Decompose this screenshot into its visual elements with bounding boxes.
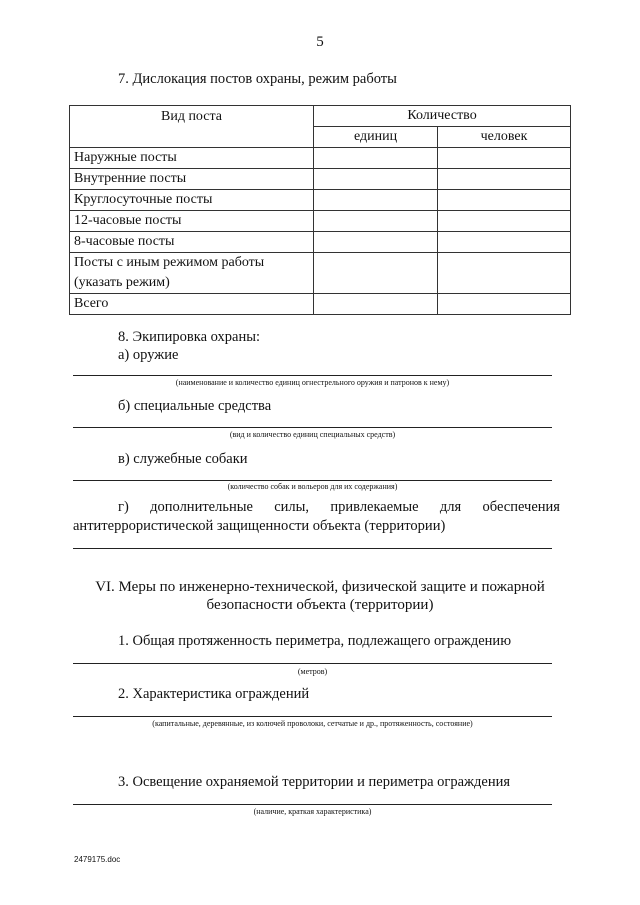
word: для — [439, 499, 462, 515]
special-means-caption: (вид и количество единиц специальных средств) — [229, 430, 396, 439]
row-label: 8-часовые посты — [70, 232, 314, 253]
section8-heading: 8. Экипировка охраны: — [118, 329, 260, 345]
special-means-fill-line[interactable] — [73, 427, 552, 428]
service-dogs-label: в) служебные собаки — [118, 451, 248, 467]
units-cell[interactable] — [314, 211, 438, 232]
section6-title-line2: безопасности объекта (территории) — [206, 597, 434, 613]
people-cell[interactable] — [438, 190, 571, 211]
header-quantity: Количество — [314, 106, 571, 127]
table-row — [70, 211, 571, 232]
document-filename: 2479175.doc — [74, 855, 121, 864]
additional-forces-line1 — [73, 499, 560, 516]
units-cell[interactable] — [314, 169, 438, 190]
word: обеспечения — [482, 499, 560, 515]
weapons-fill-line[interactable] — [73, 375, 552, 376]
row-label: Наружные посты — [70, 148, 314, 169]
additional-forces-line2: антитеррористической защищенности объекта (территории) — [73, 518, 446, 534]
header-post-type: Вид поста — [70, 106, 314, 148]
table-row — [70, 148, 571, 169]
word: силы, — [274, 499, 310, 515]
additional-forces-fill-line[interactable] — [73, 548, 552, 549]
fences-fill-line[interactable] — [73, 716, 552, 717]
word: привлекаемые — [330, 499, 419, 515]
people-cell[interactable] — [438, 294, 571, 315]
weapons-caption: (наименование и количество единиц огнестрельного оружия и патронов к нему) — [175, 378, 450, 387]
table-row — [70, 190, 571, 211]
row-label-line1: Посты с иным режимом работы — [74, 255, 265, 270]
word: дополнительные — [150, 499, 253, 515]
word: г) — [118, 499, 129, 515]
posts-table — [69, 105, 571, 315]
fences-caption: (капитальные, деревянные, из колючей проволоки, сетчатые и др., протяженность, состояние) — [152, 719, 473, 728]
row-label: Внутренние посты — [70, 169, 314, 190]
table-row-total — [70, 294, 571, 315]
row-label-line2: (указать режим) — [74, 275, 170, 290]
service-dogs-fill-line[interactable] — [73, 480, 552, 481]
perimeter-length-fill-line[interactable] — [73, 663, 552, 664]
people-cell[interactable] — [438, 211, 571, 232]
people-cell[interactable] — [438, 148, 571, 169]
table-row — [70, 169, 571, 190]
header-units: единиц — [314, 127, 438, 148]
row-label: 12-часовые посты — [70, 211, 314, 232]
row-label: Круглосуточные посты — [70, 190, 314, 211]
units-cell[interactable] — [314, 232, 438, 253]
table-header-row — [70, 106, 571, 127]
page-number: 5 — [316, 34, 324, 50]
perimeter-length-label: 1. Общая протяженность периметра, подлежащего ограждению — [118, 633, 512, 649]
special-means-label: б) специальные средства — [118, 398, 272, 414]
people-cell[interactable] — [438, 232, 571, 253]
weapons-label: а) оружие — [118, 347, 179, 363]
lighting-label: 3. Освещение охраняемой территории и периметра ограждения — [118, 774, 511, 790]
units-cell[interactable] — [314, 294, 438, 315]
header-people: человек — [438, 127, 571, 148]
people-cell[interactable] — [438, 169, 571, 190]
lighting-caption: (наличие, краткая характеристика) — [253, 807, 372, 816]
section7-heading: 7. Дислокация постов охраны, режим работы — [118, 71, 397, 87]
perimeter-length-caption: (метров) — [297, 667, 328, 676]
units-cell[interactable] — [314, 148, 438, 169]
service-dogs-caption: (количество собак и вольеров для их содержания) — [227, 482, 398, 491]
table-row — [70, 232, 571, 253]
row-label — [70, 253, 314, 294]
table-row — [70, 253, 571, 294]
people-cell[interactable] — [438, 253, 571, 294]
units-cell[interactable] — [314, 190, 438, 211]
section6-title-line1: VI. Меры по инженерно-технической, физической защите и пожарной — [95, 579, 545, 595]
row-label: Всего — [70, 294, 314, 315]
fences-label: 2. Характеристика ограждений — [118, 686, 310, 702]
lighting-fill-line[interactable] — [73, 804, 552, 805]
units-cell[interactable] — [314, 253, 438, 294]
